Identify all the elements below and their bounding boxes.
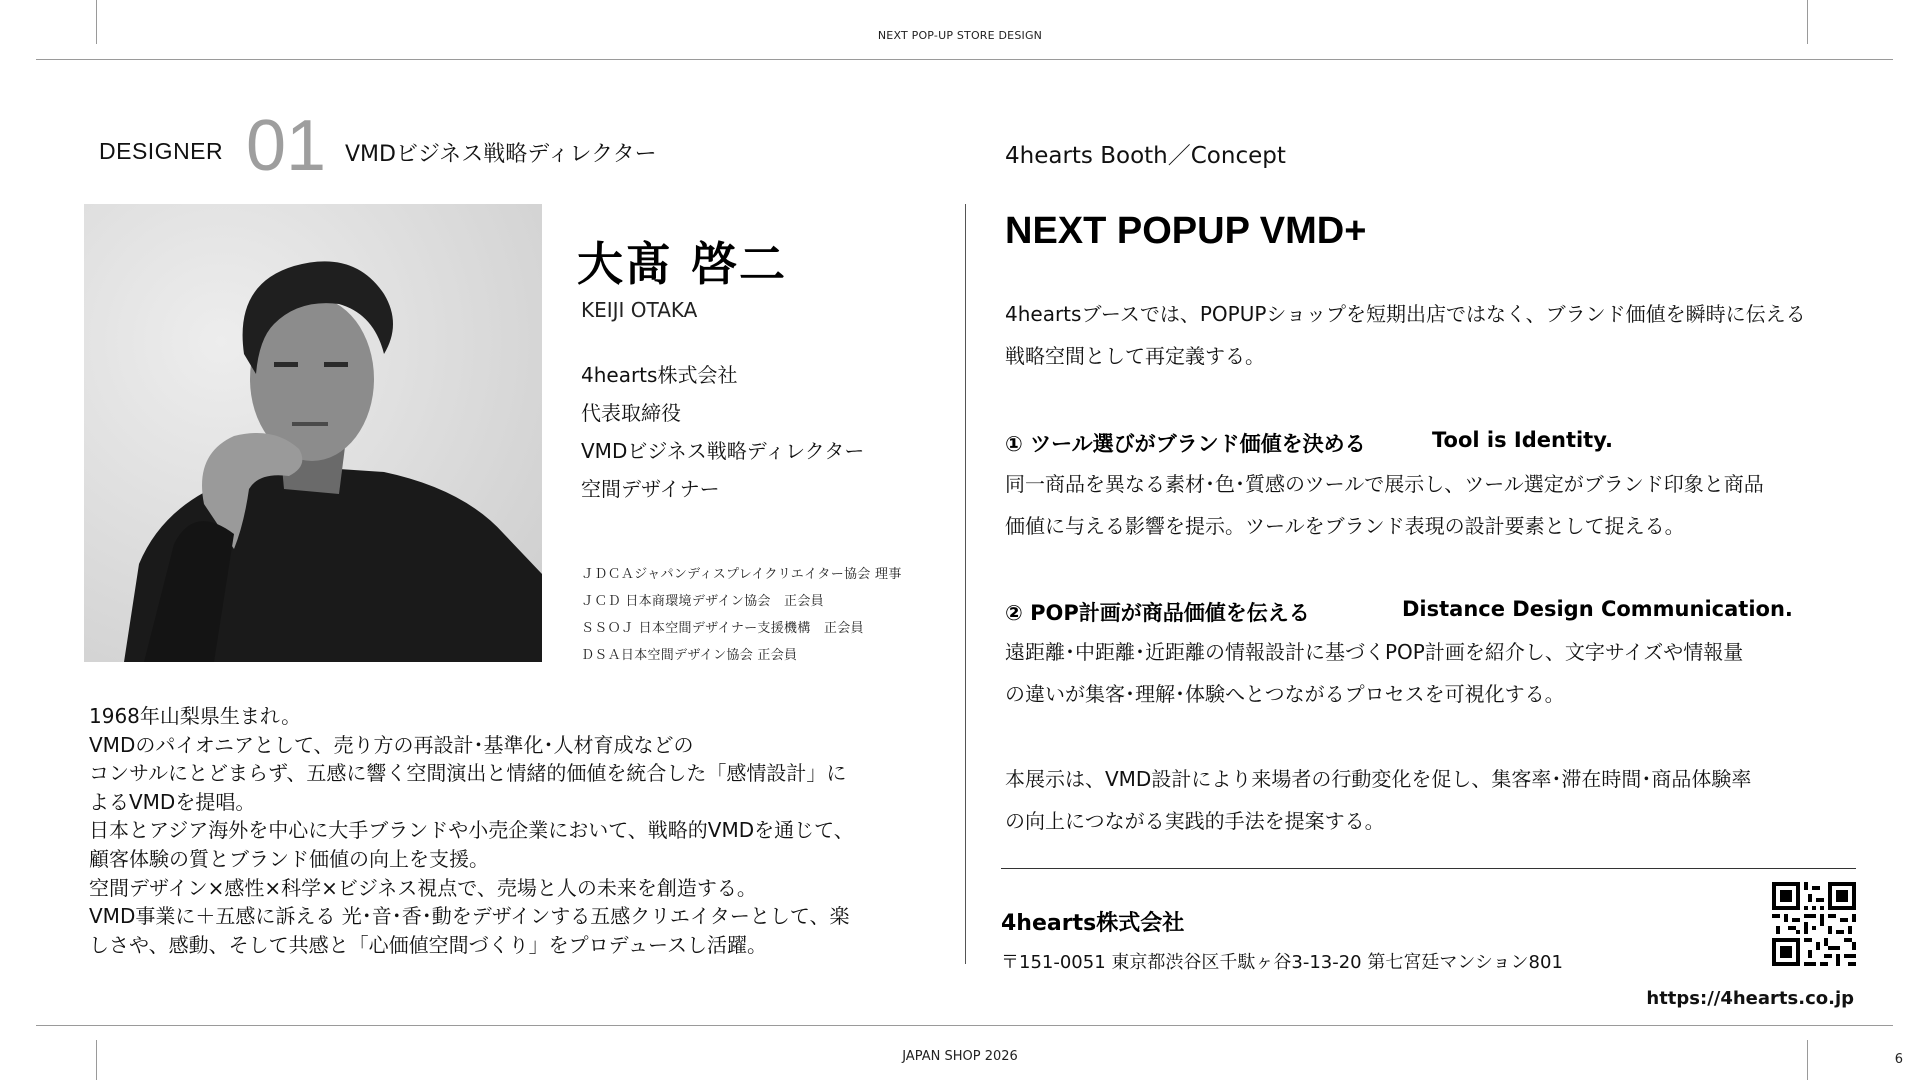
point-1-heading-en: Tool is Identity.: [1432, 428, 1613, 452]
bio-line: 1968年山梨県生まれ。: [89, 704, 302, 728]
point-2-line: の違いが集客･理解･体験へとつながるプロセスを可視化する。: [1005, 681, 1565, 706]
qr-code-icon[interactable]: [1772, 882, 1856, 966]
point-1-heading: [1005, 428, 1613, 458]
bio-line: VMDのパイオニアとして、売り方の再設計･基準化･人材育成などの: [89, 732, 694, 757]
designer-number: 01: [246, 106, 327, 186]
concept-title: NEXT POPUP VMD+: [1005, 210, 1367, 252]
bio-line: 日本とアジア海外を中心に大手ブランドや小売企業において、戦略的VMDを通じて、: [89, 818, 854, 843]
point-2-heading-en: Distance Design Communication.: [1402, 597, 1793, 621]
bio-line: よるVMDを提唱。: [89, 789, 256, 814]
affiliation-item: VMDビジネス戦略ディレクター: [581, 439, 865, 463]
membership-item: ＳＳＯＪ 日本空間デザイナー支援機構 正会員: [581, 621, 864, 636]
membership-item: ＪＣＤ 日本商環境デザイン協会 正会員: [581, 594, 824, 609]
designer-name-japanese: 大髙 啓二: [577, 237, 788, 291]
closing-line: の向上につながる実践的手法を提案する。: [1005, 808, 1385, 833]
point-1-line: 価値に与える影響を提示。ツールをブランド表現の設計要素として捉える。: [1005, 513, 1685, 538]
membership-item: ＪＤＣＡジャパンディスプレイクリエイター協会 理事: [581, 567, 902, 582]
bio-line: コンサルにとどまらず、五感に響く空間演出と情緒的価値を統合した「感情設計」に: [89, 761, 847, 786]
point-2-line: 遠距離･中距離･近距離の情報設計に基づくPOP計画を紹介し、文字サイズや情報量: [1005, 640, 1744, 664]
affiliation-item: 空間デザイナー: [581, 477, 720, 501]
membership-item: ＤＳＡ日本空間デザイン協会 正会員: [581, 648, 798, 663]
bio-line: しさや、感動、そして共感と「心価値空間づくり」をプロデュースし活躍。: [89, 932, 767, 957]
bio-line: 空間デザイン×感性×科学×ビジネス視点で、売場と人の未来を創造する。: [89, 875, 757, 900]
footer-title: JAPAN SHOP 2026: [902, 1049, 1018, 1064]
column-divider: [965, 204, 966, 964]
point-2-body: [1005, 632, 1743, 715]
footer-rule: [36, 1025, 1893, 1026]
point-1-body: [1005, 464, 1764, 547]
company-name: 4hearts株式会社: [1001, 911, 1185, 936]
designer-role: VMDビジネス戦略ディレクター: [345, 142, 657, 167]
designer-label: DESIGNER: [99, 138, 224, 164]
designer-biography: [89, 702, 919, 959]
bio-line: 顧客体験の質とブランド価値の向上を支援。: [89, 846, 489, 871]
point-1-heading-ja: ① ツール選びがブランド価値を決める: [1005, 432, 1366, 456]
page-number: 6: [1894, 1052, 1903, 1067]
closing-line: 本展示は、VMD設計により来場者の行動変化を促し、集客率･滞在時間･商品体験率: [1005, 767, 1752, 791]
affiliation-item: 代表取締役: [581, 401, 681, 425]
designer-portrait-photo: [84, 204, 542, 662]
header-title: NEXT POP-UP STORE DESIGN: [877, 29, 1043, 42]
designer-affiliations: [581, 356, 864, 508]
intro-line: 4heartsブースでは、POPUPショップを短期出店ではなく、ブランド価値を瞬時に伝える: [1005, 302, 1806, 326]
designer-name-english: KEIJI OTAKA: [581, 298, 698, 322]
company-rule: [1001, 868, 1856, 869]
bio-line: VMD事業に＋五感に訴える 光･音･香･動をデザインする五感クリエイターとして、楽: [89, 904, 850, 929]
portrait-illustration: [84, 204, 542, 662]
concept-intro: [1005, 294, 1806, 377]
header-rule: [36, 59, 1893, 60]
point-2-heading: [1005, 597, 1793, 627]
company-url-link[interactable]: https://4hearts.co.jp: [1646, 988, 1854, 1009]
company-address: 〒151-0051 東京都渋谷区千駄ヶ谷3-13-20 第七宮廷マンション801: [1001, 952, 1563, 973]
booth-concept-label: 4hearts Booth／Concept: [1005, 143, 1286, 169]
designer-memberships: [581, 561, 902, 669]
point-2-heading-ja: ② POP計画が商品価値を伝える: [1005, 601, 1310, 625]
affiliation-item: 4hearts株式会社: [581, 363, 738, 387]
point-1-line: 同一商品を異なる素材･色･質感のツールで展示し、ツール選定がブランド印象と商品: [1005, 472, 1764, 496]
intro-line: 戦略空間として再定義する。: [1005, 343, 1265, 368]
concept-closing: [1005, 759, 1751, 842]
